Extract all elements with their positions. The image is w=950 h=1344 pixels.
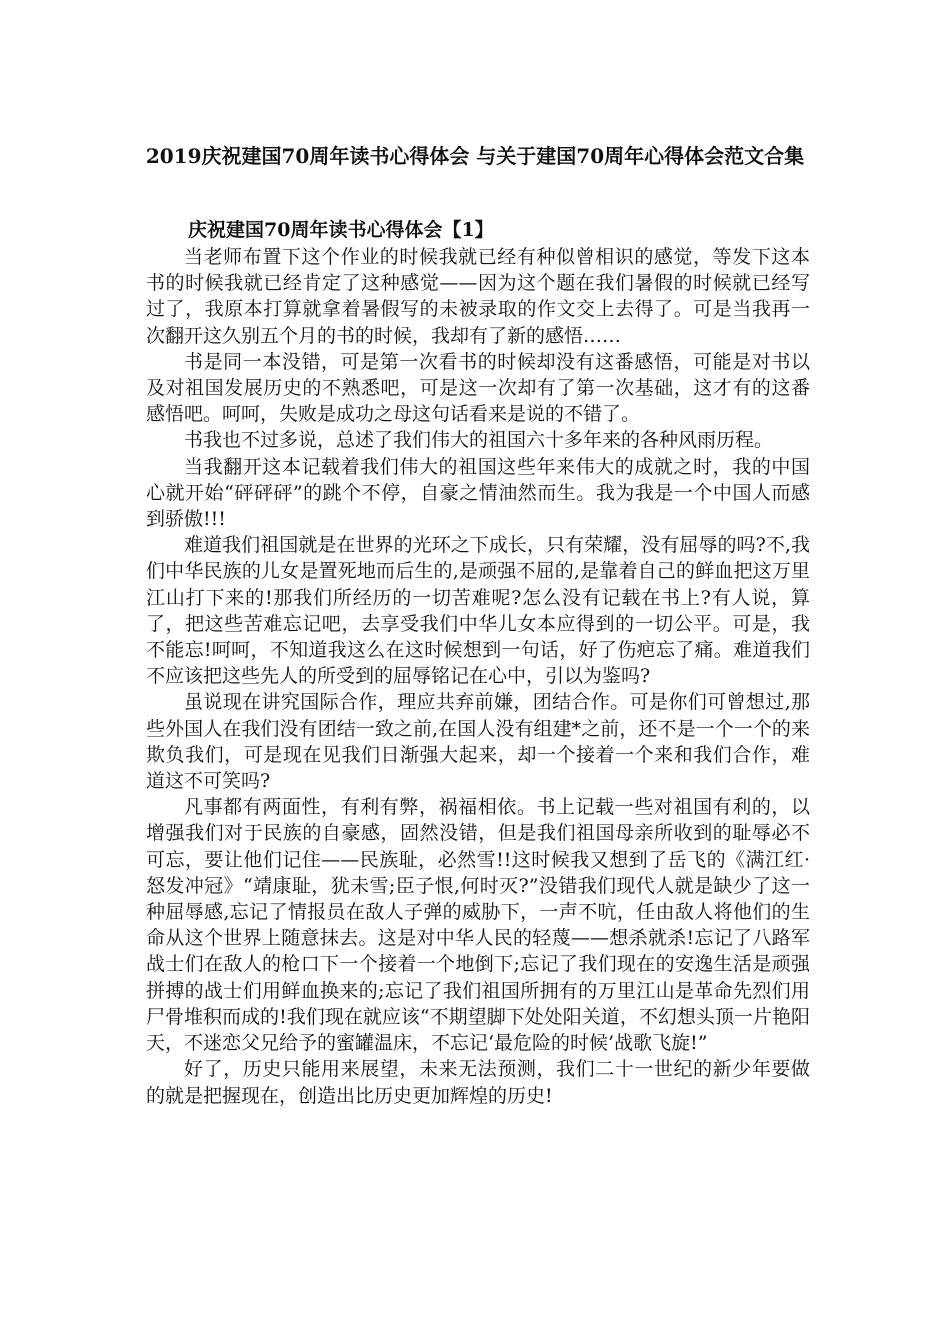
- paragraph-3: 书我也不过多说，总述了我们伟大的祖国六十多年来的各种风雨历程。: [184, 429, 774, 452]
- paragraph-7: 凡事都有两面性，有利有弊，祸福相依。书上记载一些对祖国有利的，以增强我们对于民族的自豪感，固然没错，但是我们祖国母亲所收到的耻辱必不可忘，要让他们记住——民族耻，必然雪!!这时候我又想到了岳飞的《满江红·怒发冲冠》“靖康耻，犹未雪;臣子恨,何时灭?”没错我们现代人就是缺少了这一种屈辱感,忘记了情报员在敌人子弹的威胁下，一声不吭，任由敌人将他们的生命从这个世界上随意抹去。这是对中华人民的轻蔑——想杀就杀!忘记了八路军战士们在敌人的枪口下一个接着一个地倒下;忘记了我们现在的安逸生活是顽强拼搏的战士们用鲜血换来的;忘记了我们祖国所拥有的万里江山是革命先烈们用尸骨堆积而成的!我们现在就应该“不期望脚下处处阳关道，不幻想头顶一片艳阳天，不迷恋父兄给予的蜜罐温床，不忘记‘最危险的时候’战歌飞旋!”: [146, 796, 810, 1055]
- section-heading: 庆祝建国70周年读书心得体会【1】: [188, 219, 494, 241]
- paragraph-4: 当我翻开这本记载着我们伟大的祖国这些年来伟大的成就之时，我的中国心就开始“砰砰砰”的跳个不停，自豪之情油然而生。我为我是一个中国人而感到骄傲!!!: [146, 455, 810, 531]
- paragraph-2: 书是同一本没错，可是第一次看书的时候却没有这番感悟，可能是对书以及对祖国发展历史的不熟悉吧，可是这一次却有了第一次基础，这才有的这番感悟吧。呵呵，失败是成功之母这句话看来是说的不错了。: [146, 350, 810, 426]
- paragraph-5: 难道我们祖国就是在世界的光环之下成长，只有荣耀，没有屈辱的吗?不,我们中华民族的儿女是置死地而后生的,是顽强不屈的,是靠着自己的鲜血把这万里江山打下来的!那我们所经历的一切苦难呢?怎么没有记载在书上?有人说，算了，把这些苦难忘记吧，去享受我们中华儿女本应得到的一切公平。可是，我不能忘!呵呵，不知道我这么在这时候想到一句话，好了伤疤忘了痛。难道我们不应该把这些先人的所受到的屈辱铭记在心中，引以为鉴吗?: [146, 534, 810, 688]
- paragraph-6: 虽说现在讲究国际合作，理应共弃前嫌，团结合作。可是你们可曾想过,那些外国人在我们没有团结一致之前,在国人没有组建*之前，还不是一个一个的来欺负我们，可是现在见我们日渐强大起来，却一个接着一个来和我们合作，难道这不可笑吗?: [146, 691, 810, 793]
- document-body: [146, 216, 810, 1109]
- paragraph-1: 当老师布置下这个作业的时候我就已经有种似曾相识的感觉，等发下这本书的时候我就已经肯定了这种感觉——因为这个题在我们暑假的时候就已经写过了，我原本打算就拿着暑假写的未被录取的作文交上去得了。可是当我再一次翻开这久别五个月的书的时候，我却有了新的感悟……: [146, 246, 810, 347]
- document-title: 2019庆祝建国70周年读书心得体会 与关于建国70周年心得体会范文合集: [145, 144, 805, 168]
- paragraph-8: 好了，历史只能用来展望，未来无法预测，我们二十一世纪的新少年要做的就是把握现在，创造出比历史更加辉煌的历史!: [146, 1058, 810, 1107]
